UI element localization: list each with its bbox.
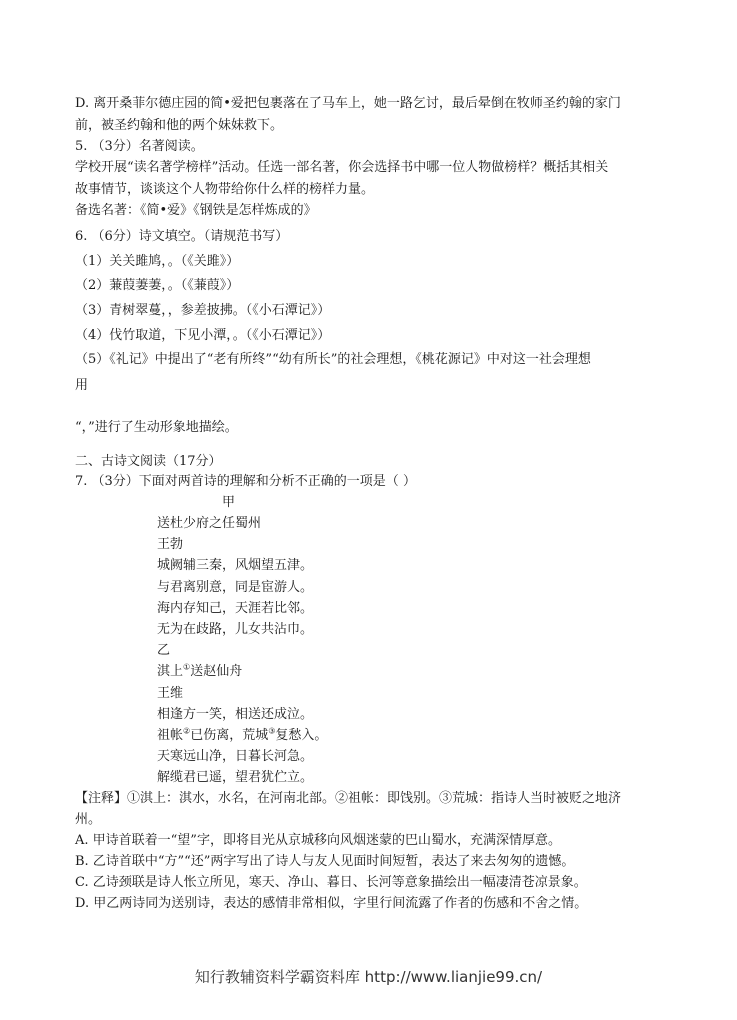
q6-item-1: （1）关关雎鸠，。（《关雎》） — [75, 254, 240, 269]
q4-option-d-line1: D. 离开桑菲尔德庄园的简•爱把包裹落在了马车上，她一路乞讨，最后晕倒在牧师圣约翰的家门 — [75, 96, 621, 111]
notes-line2: 州。 — [75, 812, 102, 827]
poem-b-title — [157, 662, 242, 682]
poem-a-mark: 甲 — [222, 495, 236, 510]
poem-a-line-3: 海内存知己，天涯若比邻。 — [157, 601, 314, 616]
poem-b-line-4: 解缆君已遥，望君犹伫立。 — [157, 770, 314, 785]
footnote-marker-3: ③ — [268, 726, 276, 736]
footnote-marker-2: ② — [183, 726, 191, 736]
poem-b-line-2-post: 复愁入。 — [275, 728, 328, 743]
poem-b-line-2-pre: 祖帐 — [157, 728, 184, 743]
poem-b-title-pre: 淇上 — [157, 664, 184, 679]
notes-line1: 【注释】①淇上：淇水，水名，在河南北部。②祖帐：即饯别。③荒城：指诗人当时被贬之地济 — [75, 791, 622, 806]
q6-item-5-line3: “，”进行了生动形象地描绘。 — [75, 420, 238, 435]
q4-option-d-line2: 前，被圣约翰和他的两个妹妹救下。 — [75, 118, 284, 133]
poem-b-title-post: 送赵仙舟 — [190, 664, 243, 679]
poem-b-line-2 — [157, 726, 327, 746]
q5-options: 备选名著：《简•爱》《钢铁是怎样炼成的》 — [75, 203, 317, 218]
q6-item-3: （3）青树翠蔓，，参差披拂。（《小石潭记》） — [75, 303, 331, 318]
page-footer-watermark: 知行教辅资料学霸资料库 http://www.lianjie99.cn/ — [194, 968, 543, 986]
q5-body-line2: 故事情节，谈谈这个人物带给你什么样的榜样力量。 — [75, 182, 375, 197]
q7-option-d: D. 甲乙两诗同为送别诗，表达的感情非常相似，字里行间流露了作者的伤感和不舍之情。 — [75, 896, 588, 911]
q5-body-line1: 学校开展“读名著学榜样”活动。任选一部名著，你会选择书中哪一位人物做榜样？概括其相关 — [75, 160, 609, 175]
poem-a-line-2: 与君离别意，同是宦游人。 — [157, 580, 314, 595]
q6-item-5-line1: （5）《礼记》中提出了“老有所终”“幼有所长”的社会理想，《桃花源记》中对这一社会理想 — [75, 352, 591, 367]
q7-header: 7. （3分）下面对两首诗的理解和分析不正确的一项是（ ） — [75, 474, 416, 489]
section-2-header: 二、古诗文阅读（17分） — [75, 454, 222, 469]
poem-b-mark: 乙 — [157, 643, 171, 658]
q6-item-5-line2: 用 — [75, 378, 89, 393]
poem-a-title: 送杜少府之任蜀州 — [157, 516, 262, 531]
q6-item-2: （2）蒹葭萋萋，。（《蒹葭》） — [75, 278, 240, 293]
poem-a-line-1: 城阙辅三秦，风烟望五津。 — [157, 558, 314, 573]
q7-option-c: C. 乙诗颈联是诗人怅立所见，寒天、净山、暮日、长河等意象描绘出一幅凄清苍凉景象。 — [75, 875, 587, 890]
q7-option-b: B. 乙诗首联中“方”“还”两字写出了诗人与友人见面时间短暂，表达了来去匆匆的遗憾。 — [75, 854, 575, 869]
q7-option-a: A. 甲诗首联着一“望”字，即将目光从京城移向风烟迷蒙的巴山蜀水，充满深情厚意。 — [75, 833, 561, 848]
poem-b-line-2-mid: 已伤离，荒城 — [190, 728, 269, 743]
q5-header: 5. （3分）名著阅读。 — [75, 139, 204, 154]
poem-b-author: 王维 — [157, 686, 184, 701]
q6-header: 6. （6分）诗文填空。（请规范书写） — [75, 229, 289, 244]
poem-a-author: 王勃 — [157, 537, 184, 552]
footnote-marker-1: ① — [183, 662, 191, 672]
q6-item-4: （4）伐竹取道，下见小潭，。（《小石潭记》） — [75, 328, 331, 343]
poem-b-line-3: 天寒远山净，日暮长河急。 — [157, 749, 314, 764]
poem-a-line-4: 无为在歧路，儿女共沾巾。 — [157, 622, 314, 637]
poem-b-line-1: 相逢方一笑，相送还成泣。 — [157, 707, 314, 722]
